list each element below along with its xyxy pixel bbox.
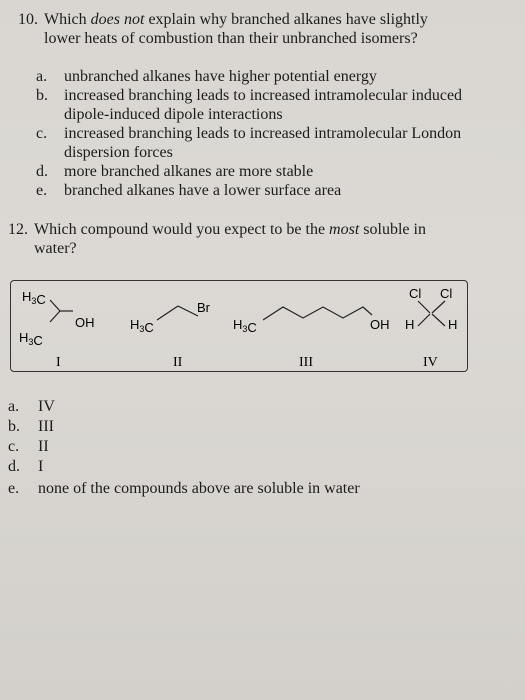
struct-IV-cl2: Cl	[440, 286, 453, 301]
struct-I-label: I	[56, 355, 61, 370]
struct-III-h3c: $H_3C$	[233, 317, 257, 335]
question-number: 10.	[18, 11, 38, 28]
struct-III-label: III	[299, 355, 313, 370]
struct-II-label: II	[173, 355, 183, 370]
question-number: 12.	[8, 221, 28, 238]
struct-IV-h1: H	[405, 317, 415, 332]
struct-IV-h2: H	[448, 317, 458, 332]
struct-I-oh: OH	[75, 315, 95, 330]
struct-I-h3c-top: $H_3C$	[22, 289, 46, 307]
struct-I-h3c-bottom: $H_3C$	[19, 330, 43, 348]
struct-II-br: Br	[197, 300, 210, 315]
question-stem: Which does not explain why branched alkanes have slightly lower heats of combustion than their unbranched isomers?	[44, 11, 428, 47]
struct-II-h3c: $H_3C$	[130, 317, 154, 335]
struct-IV-label: IV	[423, 355, 438, 370]
struct-III-oh: OH	[370, 317, 390, 332]
question-stem: Which compound would you expect to be the most soluble in water?	[34, 221, 426, 257]
struct-IV-cl1: Cl	[409, 286, 422, 301]
